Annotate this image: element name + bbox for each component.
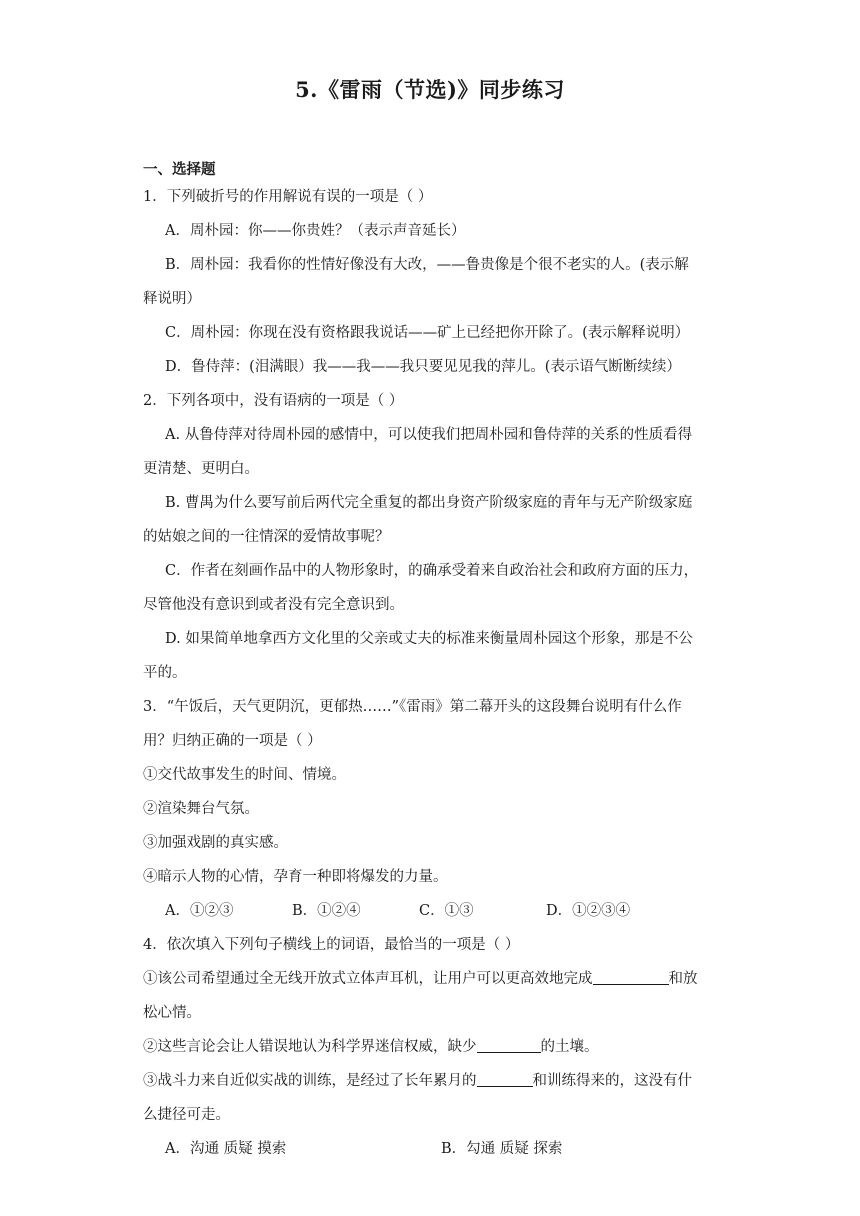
sentence-3-text-after: 和训练得来的，这没有什	[532, 1073, 692, 1089]
question-3-item-3: ③加强戏剧的真实感。	[143, 835, 288, 851]
question-4-sentence-3	[143, 1064, 721, 1098]
sentence-3-text: ③战斗力来自近似实战的训练，是经过了长年累月的	[143, 1073, 477, 1089]
question-3-item-1: ①交代故事发生的时间、情境。	[143, 767, 346, 783]
question-4-sentence-3-cont: 么捷径可走。	[143, 1107, 230, 1123]
question-4-stem: 4．依次填入下列句子横线上的词语，最恰当的一项是（ ）	[143, 937, 520, 953]
question-1-option-d: D．鲁侍萍：(泪满眼）我——我——我只要见见我的萍儿。(表示语气断断续续）	[165, 359, 681, 375]
question-3-option-d: D．①②③④	[546, 903, 631, 919]
question-4-sentence-1-cont: 松心情。	[143, 1005, 201, 1021]
question-1-option-c: C．周朴园：你现在没有资格跟我说话——矿上已经把你开除了。(表示解释说明）	[165, 325, 690, 341]
sentence-1-text-after: 和放	[668, 971, 698, 987]
question-1-option-b-cont: 释说明）	[143, 291, 201, 307]
question-3-stem: 3．“午饭后，天气更阴沉，更郁热……”《雷雨》第二幕开头的这段舞台说明有什么作	[143, 699, 682, 715]
question-1-option-a: A．周朴园：你——你贵姓？（表示声音延长）	[165, 223, 466, 239]
question-2-stem: 2．下列各项中，没有语病的一项是（ ）	[143, 393, 404, 409]
question-3-option-b: B．①②④	[292, 903, 361, 919]
question-3-item-2: ②渲染舞台气氛。	[143, 801, 259, 817]
question-2-option-c: C．作者在刻画作品中的人物形象时，的确承受着来自政治社会和政府方面的压力，	[165, 563, 699, 579]
question-3-options	[143, 894, 721, 928]
question-3-option-c: C．①③	[419, 903, 474, 919]
answer-blank	[477, 1036, 541, 1053]
question-3-stem-cont: 用？归纳正确的一项是（ ）	[143, 733, 322, 749]
question-4-sentence-1	[143, 962, 721, 996]
question-list	[143, 180, 721, 1166]
section-heading: 一、选择题	[143, 161, 216, 178]
sentence-2-text-after: 的土壤。	[540, 1039, 599, 1055]
sentence-2-text: ②这些言论会让人错误地认为科学界迷信权威，缺少	[143, 1039, 477, 1055]
question-2-option-a: A. 从鲁侍萍对待周朴园的感情中，可以使我们把周朴园和鲁侍萍的关系的性质看得	[165, 427, 693, 443]
question-2-option-d: D. 如果简单地拿西方文化里的父亲或丈夫的标准来衡量周朴园这个形象，那是不公	[165, 631, 693, 647]
answer-blank	[593, 968, 669, 985]
question-4-options	[143, 1132, 721, 1166]
question-4-sentence-2	[143, 1030, 721, 1064]
question-2-option-b: B. 曹禺为什么要写前后两代完全重复的都出身资产阶级家庭的青年与无产阶级家庭	[165, 495, 693, 511]
question-4-option-b: B．勾通 质疑 探索	[441, 1141, 563, 1157]
question-2-option-a-cont: 更清楚、更明白。	[143, 461, 259, 477]
question-1-option-b: B．周朴园：我看你的性情好像没有大改，——鲁贵像是个很不老实的人。(表示解	[165, 257, 689, 273]
question-2-option-b-cont: 的姑娘之间的一往情深的爱情故事呢？	[143, 529, 390, 545]
sentence-1-text: ①该公司希望通过全无线开放式立体声耳机，让用户可以更高效地完成	[143, 971, 593, 987]
document-title: 5.《雷雨（节选)》同步练习	[295, 77, 565, 102]
question-2-option-d-cont: 平的。	[143, 665, 187, 681]
question-1-stem: 1．下列破折号的作用解说有误的一项是（ ）	[143, 189, 433, 205]
answer-blank	[477, 1070, 533, 1087]
question-2-option-c-cont: 尽管他没有意识到或者没有完全意识到。	[143, 597, 404, 613]
question-3-item-4: ④暗示人物的心情，孕育一种即将爆发的力量。	[143, 869, 448, 885]
question-4-option-a: A．沟通 质疑 摸索	[165, 1141, 287, 1157]
question-3-option-a: A．①②③	[165, 903, 234, 919]
